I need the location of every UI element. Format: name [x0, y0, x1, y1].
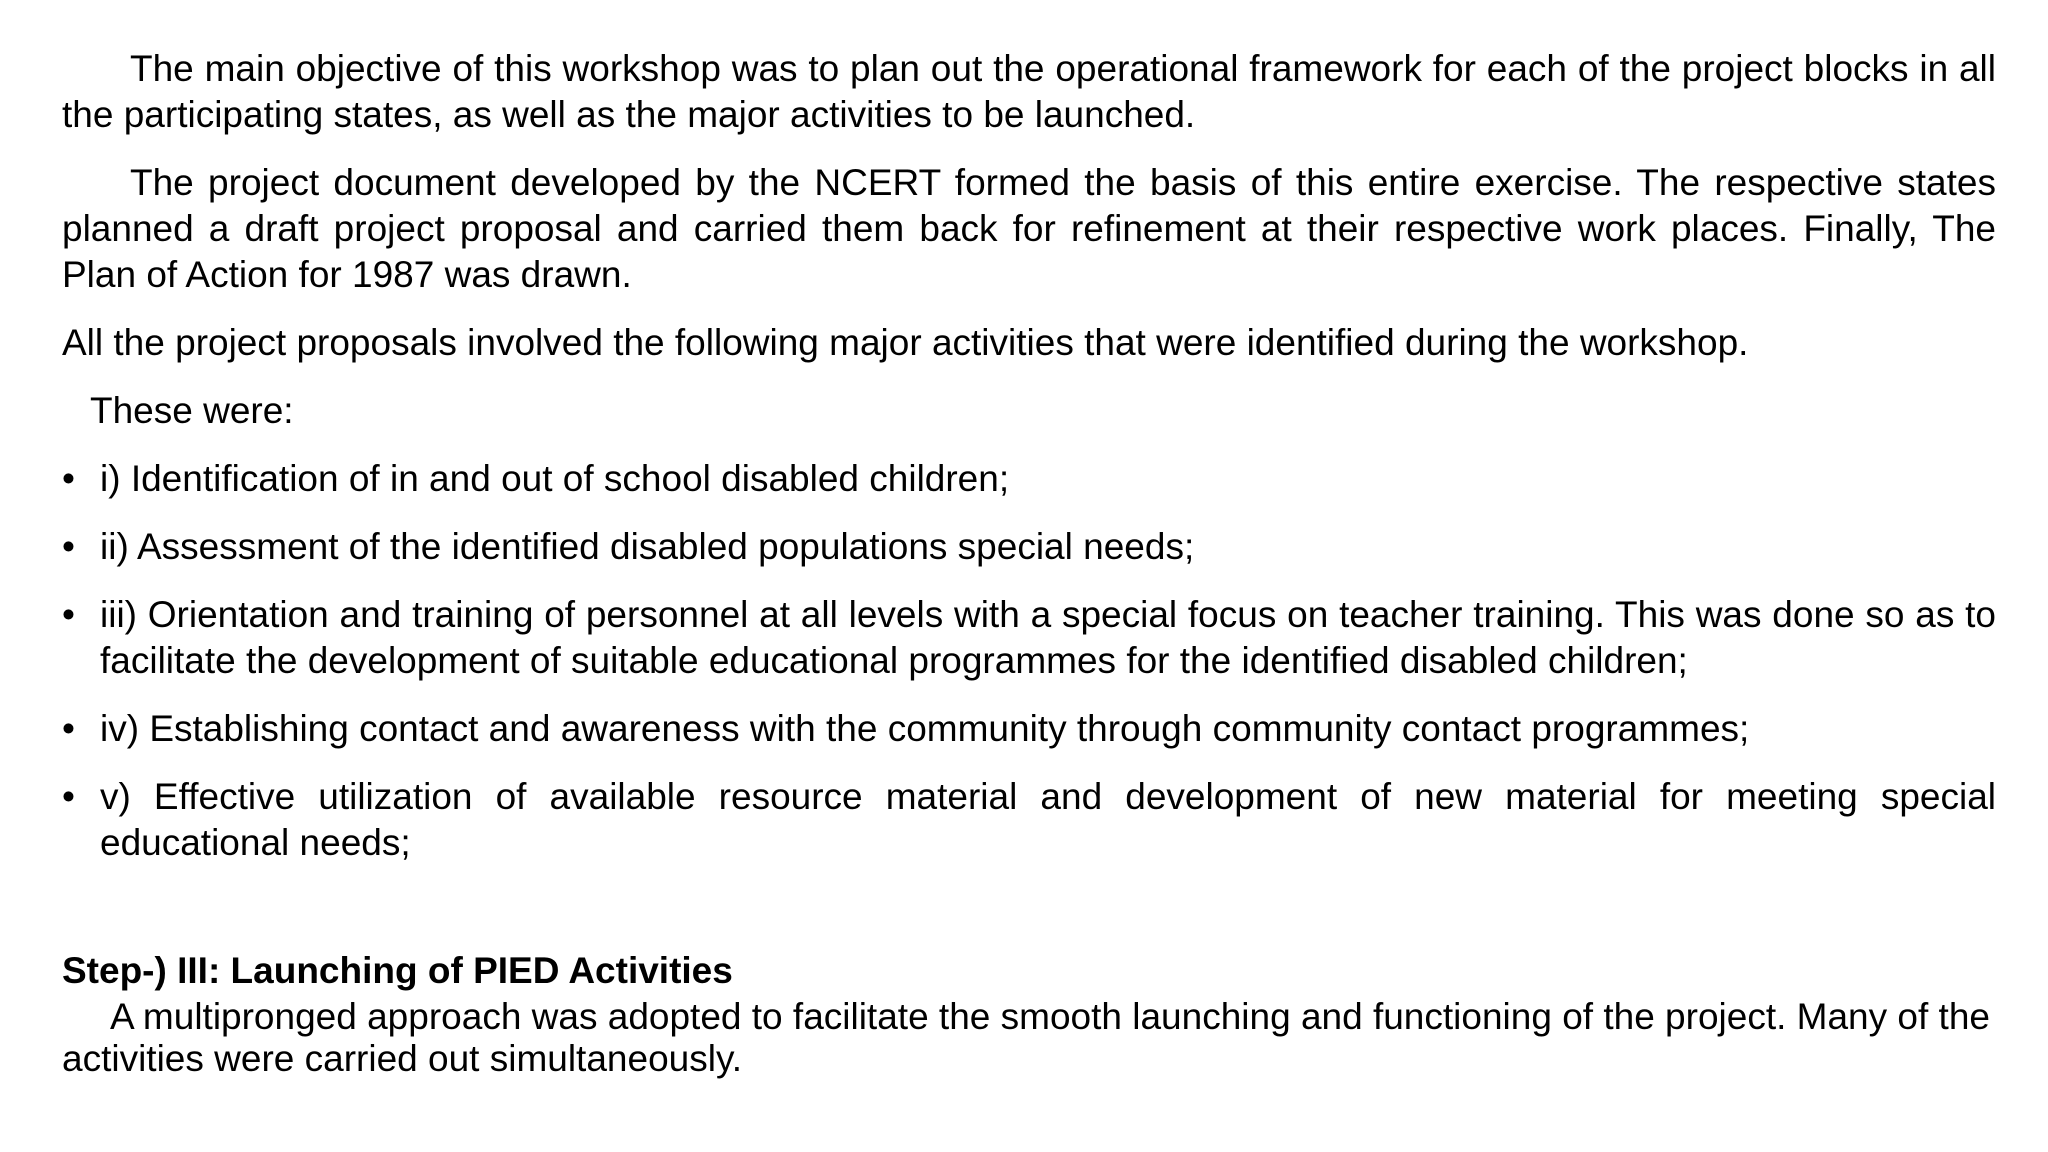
- bullet-icon: •: [62, 526, 75, 567]
- list-item: [62, 706, 1996, 752]
- bullet-icon: •: [62, 776, 75, 817]
- activity-text: i) Identification of in and out of school disabled children;: [100, 458, 1010, 499]
- bullet-icon: •: [62, 458, 75, 499]
- activity-text: iv) Establishing contact and awareness with the community through community contact programmes;: [100, 708, 1750, 749]
- activity-text: iii) Orientation and training of personnel at all levels with a special focus on teacher training. This was done so as to facilitate the development of suitable educational programmes for the identified disabled children;: [100, 594, 1996, 681]
- list-item: [62, 592, 1996, 684]
- step-three-heading: Step-) III: Launching of PIED Activities: [62, 950, 733, 991]
- activity-text: ii) Assessment of the identified disabled populations special needs;: [100, 526, 1195, 567]
- list-item: [62, 774, 1996, 866]
- project-document-paragraph: The project document developed by the NCERT formed the basis of this entire exercise. The respective states planned a draft project proposal and carried them back for refinement at their respective work places. Finally, The Plan of Action for 1987 was drawn.: [62, 162, 1996, 295]
- activity-text: v) Effective utilization of available resource material and development of new material for meeting special educational needs;: [100, 776, 1996, 863]
- proposals-intro-paragraph: All the project proposals involved the following major activities that were identified during the workshop.: [62, 322, 1749, 363]
- these-were-label: These were:: [90, 390, 294, 431]
- objective-paragraph: The main objective of this workshop was to plan out the operational framework for each of the project blocks in all the participating states, as well as the major activities to be launched.: [62, 48, 1996, 135]
- bullet-icon: •: [62, 594, 75, 635]
- list-item: [62, 456, 1996, 502]
- bullet-icon: •: [62, 708, 75, 749]
- activities-list: [62, 456, 1996, 866]
- list-item: [62, 524, 1996, 570]
- step-three-paragraph: A multipronged approach was adopted to facilitate the smooth launching and functioning of the project. Many of the activities were carried out simultaneously.: [62, 996, 1990, 1079]
